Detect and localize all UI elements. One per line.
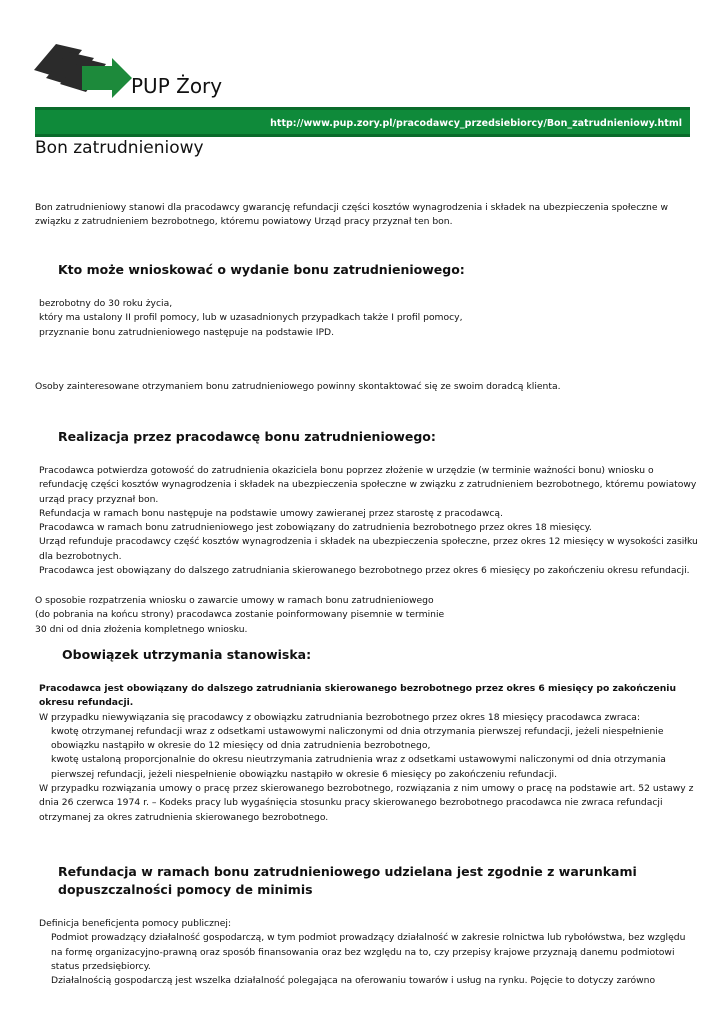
list-item: na formę organizacyjno-prawną oraz sposób finansowania oraz bez względu na to, czy przepisy krajowe przyznają danemu podmiotowi [51, 946, 675, 958]
list-item: Podmiot prowadzący działalność gospodarczą, w tym podmiot prowadzący działalność w zakresie rolnictwa lub rybołówstwa, bez względu [51, 932, 686, 944]
list-item: Pracodawca potwierdza gotowość do zatrudnienia okaziciela bonu poprzez złożenie w urzędzie (w terminie ważności bonu) wniosku o [39, 465, 654, 476]
intro-paragraph [35, 201, 668, 230]
text-line: otrzymanej za okres zatrudnienia skierowanego bezrobotnego. [39, 811, 329, 823]
header-bar [35, 107, 690, 137]
list-item: dla bezrobotnych. [39, 550, 122, 562]
contact-note: Osoby zainteresowane otrzymaniem bonu zatrudnieniowego powinny skontaktować się ze swoim doradcą klienta. [35, 381, 561, 392]
section-heading-eligibility: Kto może wnioskować o wydanie bonu zatrudnieniowego: [58, 262, 465, 277]
list-item: Pracodawca jest obowiązany do dalszego zatrudniania skierowanego bezrobotnego przez okres 6 miesięcy po zakończeniu okresu refundacji. [39, 565, 690, 577]
text-line: (do pobrania na końcu strony) pracodawca zostanie poinformowany pisemnie w terminie [35, 609, 445, 621]
list-item: bezrobotny do 30 roku życia, [39, 298, 173, 309]
application-note [35, 594, 444, 637]
bold-line: Pracodawca jest obowiązany do dalszego zatrudniania skierowanego bezrobotnego przez okres 6 miesięcy po zakończeniu [39, 683, 676, 694]
realization-list [39, 464, 698, 578]
eligibility-list [39, 297, 463, 340]
text-line: 30 dni od dnia złożenia kompletnego wniosku. [35, 623, 248, 635]
list-item: Pracodawca w ramach bonu zatrudnieniowego jest zobowiązany do zatrudnienia bezrobotnego przez okres 18 miesięcy. [39, 522, 592, 534]
section-heading-de-minimis [58, 863, 637, 899]
list-item: urząd pracy przyznał bon. [39, 493, 159, 505]
list-item: Urząd refunduje pracodawcy część kosztów wynagrodzenia i składek na ubezpieczenia społeczne, przez okres 12 miesięcy w wysokości zasiłku [39, 536, 698, 548]
text-line: W przypadku rozwiązania umowy o pracę przez skierowanego bezrobotnego, rozwiązania z nim umowy o pracę na podstawie art. 52 ustawy z [39, 783, 694, 795]
list-item: kwotę ustaloną proporcjonalnie do okresu nieutrzymania zatrudnienia wraz z odsetkami ustawowymi naliczonymi od dnia otrzymania [51, 754, 666, 766]
list-item: kwotę otrzymanej refundacji wraz z odsetkami ustawowymi naliczonymi od dnia otrzymania pierwszej refundacji, jeżeli niespełnienie [51, 725, 664, 737]
logo-text: PUP Żory [131, 74, 223, 98]
list-item: refundację części kosztów wynagrodzenia i składek na ubezpieczenia społeczne w związku z zatrudnieniem bezrobotnego, któremu powiatowy [39, 479, 697, 491]
list-item: Refundacja w ramach bonu następuje na podstawie umowy zawieranej przez starostę z pracodawcą. [39, 507, 503, 519]
section-heading-realization: Realizacja przez pracodawcę bonu zatrudnieniowego: [58, 429, 436, 444]
text-line: Bon zatrudnieniowy stanowi dla pracodawcy gwarancję refundacji części kosztów wynagrodzenia i składek na ubezpieczenia społeczne w [35, 202, 668, 213]
text-line: W przypadku niewywiązania się pracodawcy z obowiązku zatrudniania bezrobotnego przez okres 18 miesięcy pracodawca zwraca: [39, 711, 641, 723]
bold-line: okresu refundacji. [39, 697, 134, 709]
section-heading-obligation: Obowiązek utrzymania stanowiska: [62, 647, 312, 662]
list-item: pierwszej refundacji, jeżeli niespełnienie obowiązku nastąpiło w okresie 6 miesięcy po zakończeniu refundacji. [51, 768, 557, 780]
text-line: O sposobie rozpatrzenia wniosku o zawarcie umowy w ramach bonu zatrudnieniowego [35, 595, 434, 606]
de-minimis-content [39, 917, 685, 988]
list-item: status przedsiębiorcy. [51, 960, 151, 972]
list-item: który ma ustalony II profil pomocy, lub w uzasadnionych przypadkach także I profil pomocy, [39, 312, 463, 324]
heading-line: dopuszczalności pomocy de minimis [58, 882, 313, 897]
text-line: dnia 26 czerwca 1974 r. – Kodeks pracy lub wygaśnięcia stosunku pracy skierowanego bezrobotnego pracodawca nie zwraca refundacji [39, 797, 663, 809]
page-url-link[interactable]: http://www.pup.zory.pl/pracodawcy_przedsiebiorcy/Bon_zatrudnieniowy.html [270, 118, 682, 129]
obligation-content [39, 682, 693, 825]
list-item: przyznanie bonu zatrudnieniowego następuje na podstawie IPD. [39, 326, 335, 338]
page-title: Bon zatrudnieniowy [35, 138, 204, 158]
text-line: związku z zatrudnieniem bezrobotnego, któremu powiatowy Urząd pracy przyznał ten bon. [35, 216, 453, 228]
heading-line: Refundacja w ramach bonu zatrudnieniowego udzielana jest zgodnie z warunkami [58, 864, 637, 879]
list-item: Działalnością gospodarczą jest wszelka działalność polegająca na oferowaniu towarów i usług na rynku. Pojęcie to dotyczy zarówno [51, 975, 656, 987]
list-item: obowiązku nastąpiło w okresie do 12 miesięcy od dnia zatrudnienia bezrobotnego, [51, 740, 431, 752]
text-line: Definicja beneficjenta pomocy publicznej: [39, 918, 232, 929]
